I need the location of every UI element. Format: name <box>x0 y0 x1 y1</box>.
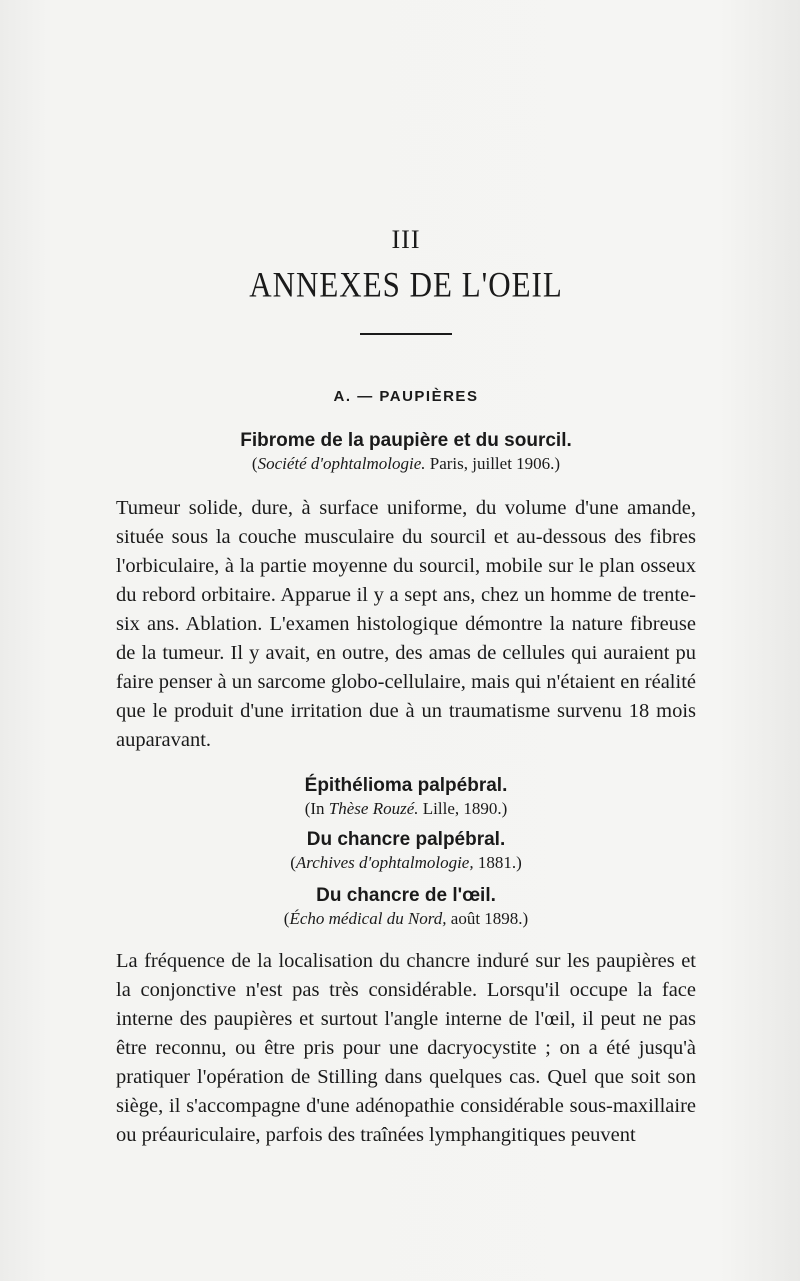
entry-title-fibrome: Fibrome de la paupière et du sourcil. <box>240 430 572 451</box>
paragraph-fibrome: Tumeur solide, dure, à surface uniforme, du volume d'une amande, située sous la couche musculaire du sourcil et au-dessous des fibres l'orbiculaire, à la partie moyenne du sourcil, mobile sur le plan osseux du rebord orbitaire. Apparue il y a sept ans, chez un homme de trente-six ans. Ablation. L'examen histologique démontre la nature fibreuse de la tumeur. Il y avait, en outre, des amas de cellules qui auraient pu faire penser à un sarcome globo-cellulaire, mais qui n'étaient en réalité que le produit d'une irritation due à un traumatisme survenu 18 mois auparavant. <box>116 497 696 751</box>
entry-citation-chancre-oeil: (Écho médical du Nord, août 1898.) <box>283 909 529 928</box>
section-heading: A. — PAUPIÈRES <box>333 388 479 405</box>
entry-title-chancre-oeil: Du chancre de l'œil. <box>316 885 496 906</box>
part-number: III <box>391 225 421 254</box>
title-rule <box>360 333 452 335</box>
entry-title-chancre-palpebral: Du chancre palpébral. <box>306 829 506 850</box>
entry-citation-chancre-palpebral: (Archives d'ophtalmologie, 1881.) <box>290 853 522 872</box>
part-title: ANNEXES DE L'OEIL <box>249 264 563 305</box>
entry-citation-fibrome: (Société d'ophtalmologie. Paris, juillet 1906.) <box>251 454 561 473</box>
entry-title-epithelioma: Épithélioma palpébral. <box>304 775 508 796</box>
page-content <box>116 225 696 1150</box>
paragraph-chancre: La fréquence de la localisation du chancre induré sur les paupières et la conjonctive n'est pas très considérable. Lorsqu'il occupe la face interne des paupières et surtout l'angle interne de l'œil, il peut ne pas être reconnu, ou être pris pour une dacryocystite ; on a été jusqu'à pratiquer l'opération de Stilling dans quelques cas. Quel que soit son siège, il s'accompagne d'une adénopathie considérable sous-maxillaire ou préauriculaire, parfois des traînées lymphangitiques peuvent <box>116 950 696 1146</box>
entry-citation-epithelioma: (In Thèse Rouzé. Lille, 1890.) <box>304 799 508 818</box>
